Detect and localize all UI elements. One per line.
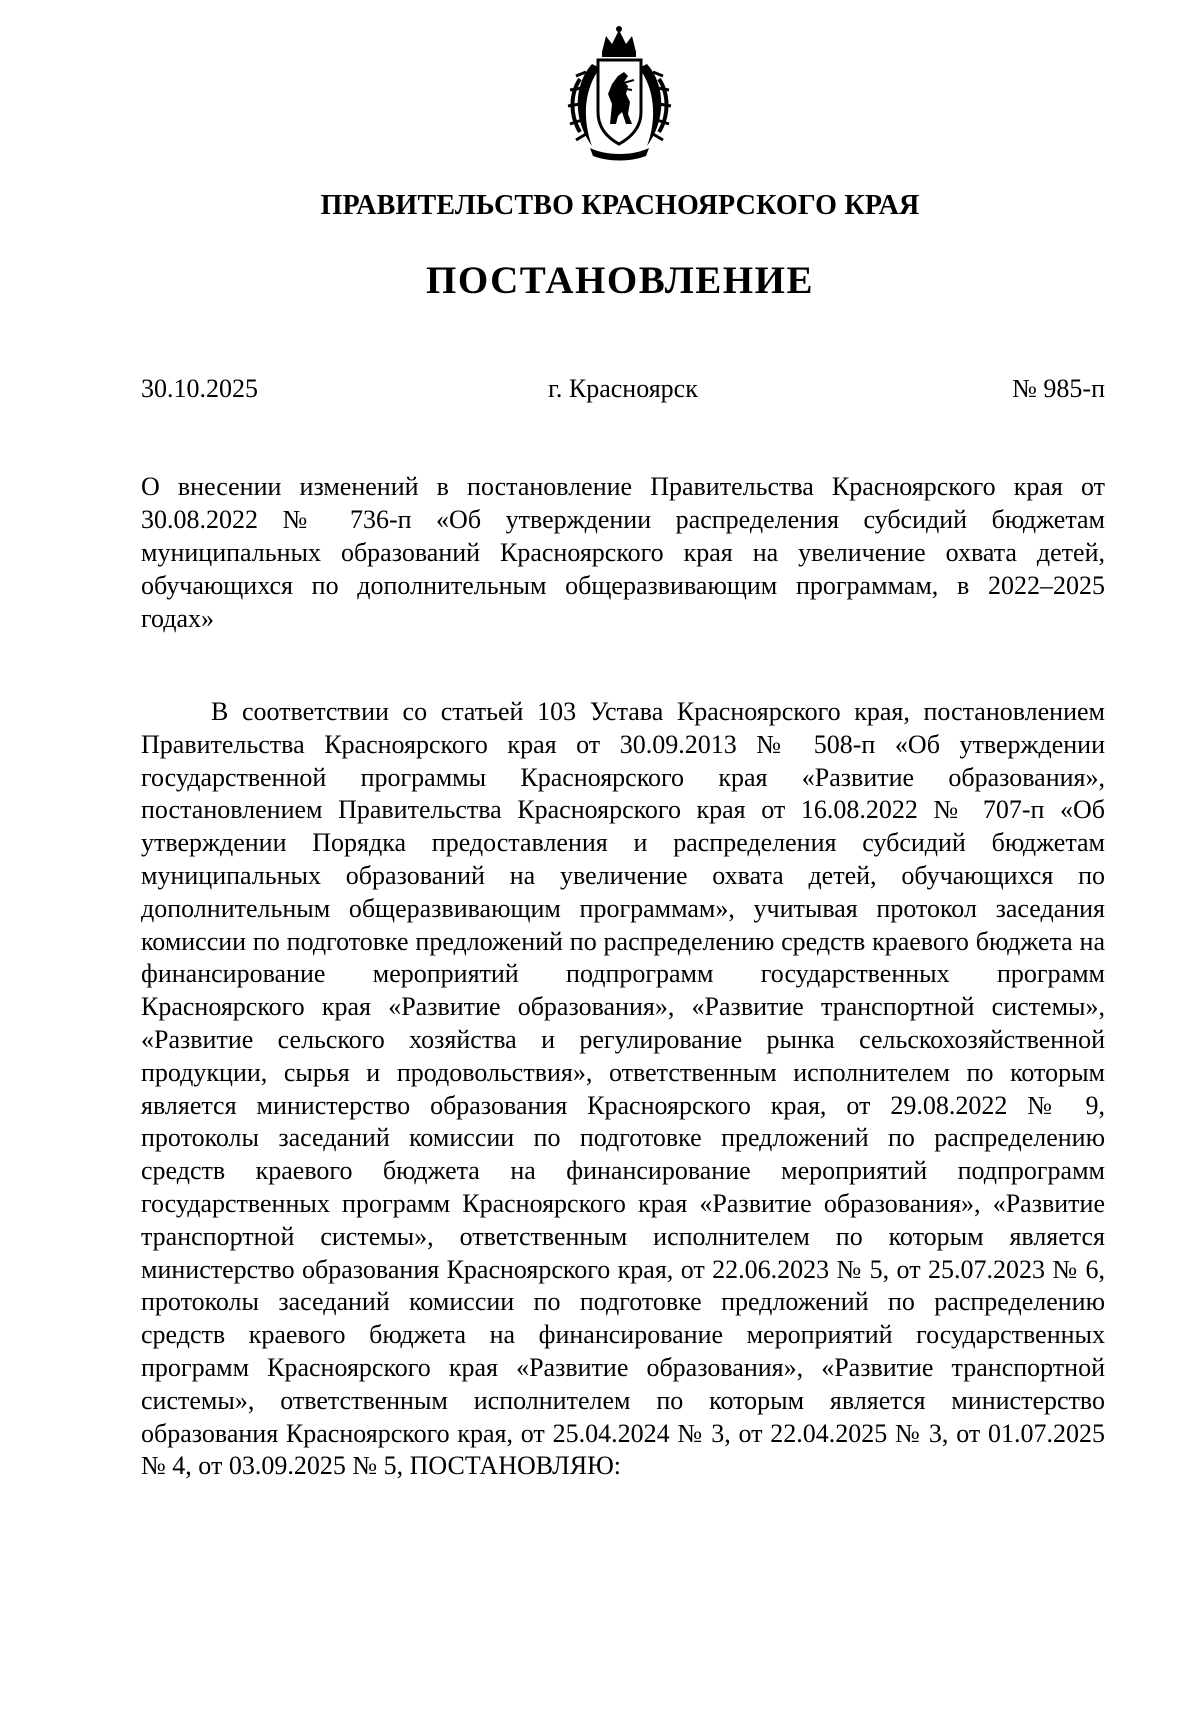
document-type-heading: ПОСТАНОВЛЕНИЕ [425, 259, 814, 302]
document-body-paragraph: В соответствии со статьей 103 Устава Красноярского края, постановлением Правительства Красноярского края от 30.09.2013 № 508-п «Об утверждении государственной программы Красноярского края «Развитие образования», постановлением Правительства Красноярского края от 16.08.2022 № 707-п «Об утверждении Порядка предоставления и распределения субсидий бюджетам муниципальных образований на увеличение охвата детей, обучающихся по дополнительным общеразвивающим программам», учитывая протокол заседания комиссии по подготовке предложений по распределению средств краевого бюджета на финансирование мероприятий подпрограмм государственных программ Красноярского края «Развитие образования», «Развитие транспортной системы», «Развитие сельского хозяйства и регулирование рынка сельскохозяйственной продукции, сырья и продовольствия», ответственным исполнителем по которым является министерство образования Красноярского края, от 29.08.2022 № 9, протоколы заседаний комиссии по подготовке предложений по распределению средств краевого бюджета на финансирование мероприятий подпрограмм государственных программ Красноярского края «Развитие образования», «Развитие транспортной системы», ответственным исполнителем по которым является министерство образования Красноярского края, от 22.06.2023 № 5, от 25.07.2023 № 6, протоколы заседаний комиссии по подготовке предложений по распределению средств краевого бюджета на финансирование мероприятий государственных программ Красноярского края «Развитие образования», «Развитие транспортной системы», ответственным исполнителем по которым является министерство образования Красноярского края, от 25.04.2024 № 3, от 22.04.2025 № 3, от 01.07.2025 № 4, от 03.09.2025 № 5, ПОСТАНОВЛЯЮ: [141, 697, 1105, 1481]
document-meta-row [141, 374, 1105, 408]
document-number: № 985-п [1012, 374, 1105, 403]
coat-of-arms-icon [562, 24, 677, 164]
organization-title: ПРАВИТЕЛЬСТВО КРАСНОЯРСКОГО КРАЯ [320, 190, 920, 221]
document-city: г. Красноярск [548, 374, 698, 403]
document-subject: О внесении изменений в постановление Правительства Красноярского края от 30.08.2022 № 736-п «Об утверждении распределения субсидий бюджетам муниципальных образований Красноярского края на увеличение охвата детей, обучающихся по дополнительным общеразвивающим программам, в 2022–2025 годах» [141, 472, 1105, 633]
document-date: 30.10.2025 [141, 374, 258, 403]
